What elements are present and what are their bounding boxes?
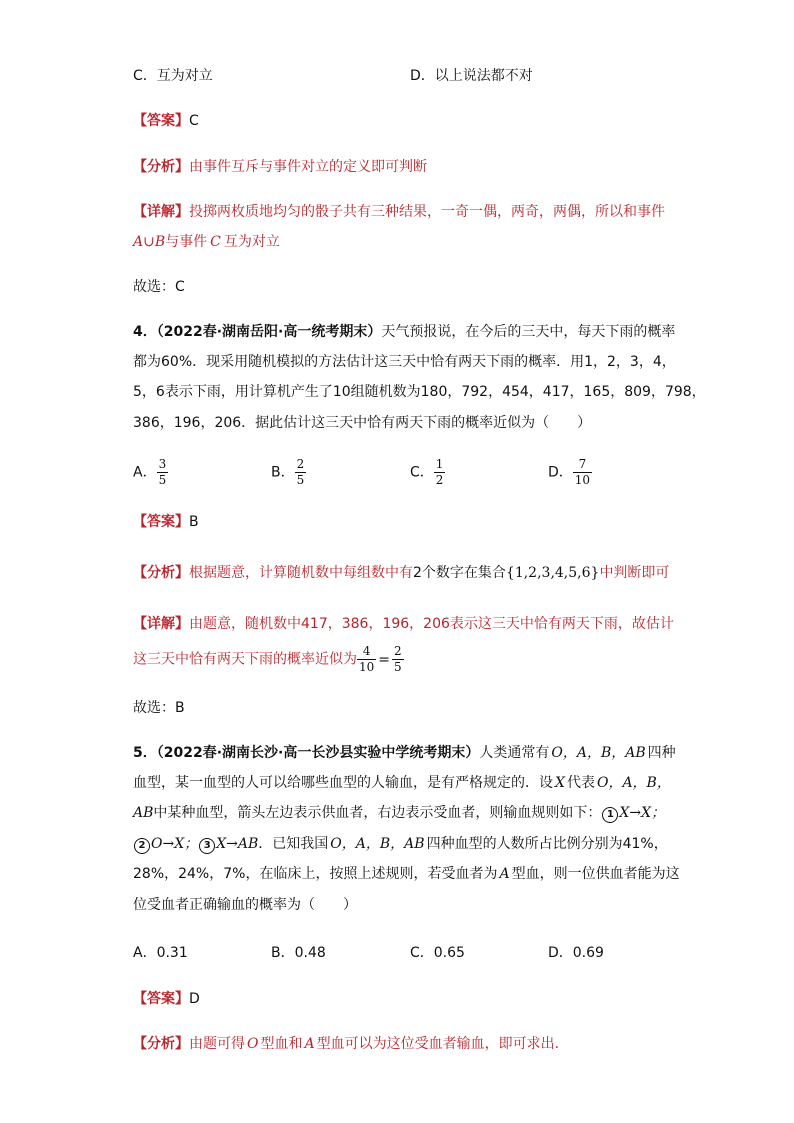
math-union: A∪B	[133, 234, 166, 250]
detail-tag: 【详解】	[133, 204, 189, 220]
detail-tag: 【详解】	[133, 616, 189, 632]
q5-answer	[133, 989, 200, 1009]
prev-option-d: D．以上说法都不对	[410, 68, 533, 84]
answer-value: D	[189, 991, 200, 1007]
q4-detail-line1: 【详解】由题意，随机数中417，386，196，206表示这三天中恰有两天下雨，故估计	[133, 616, 674, 632]
q5-option-d[interactable]: D．0.69	[548, 945, 604, 961]
question-number: 4．	[133, 324, 157, 340]
answer-tag: 【答案】	[133, 514, 189, 530]
circled-number-icon: 2	[134, 838, 150, 854]
q4-stem-line3: 5，6表示下雨，用计算机产生了10组随机数为180，792，454，417，165，809，798，	[133, 384, 706, 400]
analysis-tag: 【分析】	[133, 159, 189, 175]
q3-analysis	[133, 157, 427, 177]
prev-option-c: C．互为对立	[133, 68, 213, 84]
q4-conclusion: 故选：B	[133, 700, 185, 716]
answer-value: B	[189, 514, 199, 530]
analysis-tag: 【分析】	[133, 565, 189, 581]
answer-tag: 【答案】	[133, 113, 189, 129]
q5-option-a[interactable]: A．0.31	[133, 945, 188, 961]
detail-text: 投掷两枚质地均匀的骰子共有三种结果，一奇一偶，两奇，两偶，所以和事件	[189, 204, 665, 220]
q5-analysis: 【分析】由题可得 O 型血和 A 型血可以为这位受血者输血，即可求出.	[133, 1036, 560, 1052]
q4-answer	[133, 512, 199, 532]
q5-stem-line6: 位受血者正确输血的概率为（ ）	[133, 897, 357, 913]
q3-conclusion: 故选：C	[133, 279, 185, 295]
question-source: （2022春·湖南长沙·高一长沙县实验中学统考期末）	[156, 745, 480, 761]
q4-option-c[interactable]: C． $\frac{1}{2}$	[410, 457, 444, 487]
q5-option-b[interactable]: B．0.48	[271, 945, 326, 961]
question-source: （2022春·湖南岳阳·高一统考期末）	[156, 324, 382, 340]
q3-answer	[133, 111, 199, 131]
q4-stem-line2: 都为60%．现采用随机模拟的方法估计这三天中恰有两天下雨的概率．用1，2，3，4，	[133, 354, 676, 370]
analysis-text: 由事件互斥与事件对立的定义即可判断	[189, 159, 427, 175]
q3-detail-line2: A∪B与事件 C 互为对立	[133, 234, 280, 250]
q5-stem-line5: 28%，24%，7%，在临床上，按照上述规则，若受血者为 A 型血，则一位供血者能为这	[133, 866, 680, 882]
q4-option-d[interactable]: D． $\frac{7}{10}$	[548, 457, 591, 487]
q4-detail-line2: 这三天中恰有两天下雨的概率近似为 $\frac{4}{10}$ = $\frac{2}{5}$	[133, 644, 402, 674]
answer-value: C	[189, 113, 199, 129]
q4-stem-line1: 4．（2022春·湖南岳阳·高一统考期末）天气预报说，在今后的三天中，每天下雨的概率	[133, 324, 676, 340]
q5-stem-line4: 2 O→X； 3 X→AB．已知我国 O，A，B，AB 四种血型的人数所占比例分别为41%，	[133, 834, 668, 854]
math-set: {1,2,3,4,5,6}	[505, 565, 600, 581]
q4-analysis: 【分析】根据题意，计算随机数中每组数中有2个数字在集合{1,2,3,4,5,6}中判断即可	[133, 565, 670, 581]
q4-option-a[interactable]: A． $\frac{3}{5}$	[133, 457, 167, 487]
q5-stem-line2: 血型，某一血型的人可以给哪些血型的人输血，是有严格规定的．设 X 代表 O，A，B，	[133, 775, 671, 791]
circled-number-icon: 1	[602, 807, 618, 823]
circled-number-icon: 3	[199, 838, 215, 854]
q4-option-b[interactable]: B． $\frac{2}{5}$	[271, 457, 305, 487]
q5-stem-line3: AB中某种血型，箭头左边表示供血者，右边表示受血者，则输血规则如下： 1 X→X；	[133, 805, 666, 821]
q5-stem-line1: 5．（2022春·湖南长沙·高一长沙县实验中学统考期末）人类通常有 O，A，B，AB 四种	[133, 745, 676, 761]
answer-tag: 【答案】	[133, 991, 189, 1007]
q3-detail-line1	[133, 202, 665, 222]
question-number: 5．	[133, 745, 157, 761]
analysis-tag: 【分析】	[133, 1036, 189, 1052]
q4-stem-line4: 386，196，206．据此估计这三天中恰有两天下雨的概率近似为（ ）	[133, 415, 592, 431]
q5-option-c[interactable]: C．0.65	[410, 945, 465, 961]
